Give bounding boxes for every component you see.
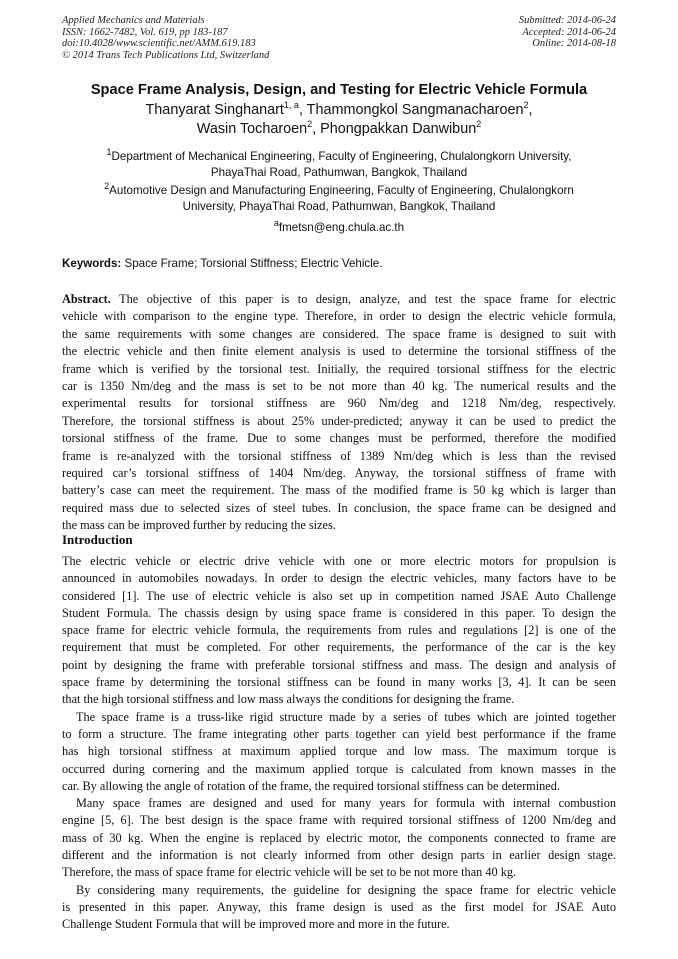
intro-line: space frame for electric vehicle formula, the requirements from rules and regulations [2] is one of the — [62, 623, 616, 638]
abstract-line: frame which is verified by the torsional test. Initially, the required torsional stiffness for the electric — [62, 361, 616, 376]
journal-name: Applied Mechanics and Materials — [62, 15, 205, 26]
introduction-body — [62, 553, 616, 934]
affiliation-text: Automotive Design and Manufacturing Engineering, Faculty of Engineering, Chulalongkorn — [109, 184, 574, 197]
author-superscript: 1, a — [283, 100, 299, 111]
intro-line: Student Formula. The chassis design by using space frame is considered in this paper. To design the — [62, 605, 616, 620]
copyright-line: © 2014 Trans Tech Publications Ltd, Switzerland — [62, 49, 270, 61]
intro-line: occurred during cornering and the maximum applied torque is calculated from known masses in the — [62, 761, 616, 776]
affiliation-text: University, PhayaThai Road, Pathumwan, Bangkok, Thailand — [182, 200, 496, 213]
author-superscript: 2 — [523, 100, 529, 111]
abstract-line: required car’s torsional stiffness of 1404 Nm/deg. Anyway, the torsional stiffness of frame with — [62, 466, 616, 481]
abstract-line: experimental results for torsional stiffness are 960 Nm/deg and 1218 Nm/deg, respectively. — [62, 396, 616, 411]
affiliation-marker: 1 — [106, 147, 112, 158]
intro-line: The space frame is a truss-like rigid structure made by a series of tubes which are jointed together — [76, 709, 616, 724]
intro-line: requirement that must be completed. For other requirements, the performance of the car is the key — [62, 640, 616, 655]
intro-line: Many space frames are designed and used for many years for formula with internal combustion — [76, 796, 616, 811]
abstract-line: Abstract. The objective of this paper is to design, analyze, and test the space frame for electric — [62, 292, 616, 306]
intro-line: space frame by determining the torsional stiffness can be found in many works [3, 4]. It can be seen — [62, 675, 616, 690]
author-name: Wasin Tocharoen — [196, 121, 308, 137]
author-line-1 — [40, 101, 638, 120]
abstract-line: frame is re-analyzed with the torsional stiffness of 1389 Nm/deg which is less than the revised — [62, 448, 616, 463]
intro-line: considered [1]. The use of electric vehicle is also set up in competition named JSAE Auto Challenge — [62, 588, 616, 603]
intro-line: different and the information is not clearly informed from other design parts in earlier design stage. — [62, 848, 616, 863]
author-name: , Phongpakkan Danwibun — [312, 121, 477, 137]
submitted-date: Submitted: 2014-06-24 — [518, 15, 616, 26]
abstract-label: Abstract. — [62, 292, 111, 306]
author-list — [40, 101, 638, 139]
intro-line: point by designing the frame with preferable torsional stiffness and mass. The design and analysis of — [62, 657, 616, 672]
email-address[interactable]: fmetsn@eng.chula.ac.th — [278, 221, 405, 234]
paper-title: Space Frame Analysis, Design, and Testing for Electric Vehicle Formula — [90, 82, 588, 98]
intro-line: to form a structure. The frame integrating other parts together can yield best performance if the frame — [62, 726, 616, 741]
author-superscript: 2 — [307, 119, 313, 130]
author-name: , Thammongkol Sangmanacharoen — [298, 102, 524, 118]
journal-info — [62, 15, 269, 61]
author-line-2 — [40, 120, 638, 139]
email-marker: a — [273, 218, 279, 229]
abstract-line: the electric vehicle and then finite element analysis is used to determine the torsional stiffness of the — [62, 344, 616, 359]
intro-line: that the high torsional stiffness and low mass always the conditions for designing the frame. — [62, 692, 515, 707]
intro-line: car. By allowing the angle of rotation of the frame, the required torsional stiffness can be determined. — [62, 778, 560, 793]
contact-email — [40, 220, 638, 236]
online-date: Online: 2014-08-18 — [532, 38, 616, 50]
affiliation-text: PhayaThai Road, Pathumwan, Bangkok, Thailand — [210, 166, 468, 179]
abstract-line: Therefore, the torsional stiffness is about 25% under-predicted; anyway it can be used to predict the — [62, 413, 616, 428]
abstract-line: required mass due to selected sizes of steel tubes. In conclusion, the space frame can be designed and — [62, 500, 616, 515]
intro-line: engine [5, 6]. The best design is the space frame with required torsional stiffness of 1200 Nm/deg and — [62, 813, 616, 828]
keywords-label: Keywords: — [62, 257, 122, 270]
abstract-line: the mass can be improved further by reducing the sizes. — [62, 518, 336, 533]
author-name: Thanyarat Singhanart — [145, 102, 284, 118]
intro-line: has high torsional stiffness at maximum applied torque and low mass. The maximum torque is — [62, 744, 616, 759]
intro-line: By considering many requirements, the guideline for designing the space frame for electric vehicle — [76, 882, 616, 897]
abstract — [62, 291, 616, 535]
intro-line: Therefore, the mass of space frame for electric vehicle will be set to be not more than 40 kg. — [62, 865, 517, 880]
publication-dates — [519, 15, 616, 50]
abstract-line: torsional stiffness of the frame. Due to some changes must be performed, therefore the modified — [62, 431, 616, 446]
intro-line: is presented in this paper. Anyway, this frame design is used as the first model for JSAE Auto — [62, 899, 616, 914]
doi-line[interactable]: doi:10.4028/www.scientific.net/AMM.619.183 — [62, 38, 256, 50]
affiliation-text: Department of Mechanical Engineering, Faculty of Engineering, Chulalongkorn University, — [111, 150, 572, 163]
issn-line: ISSN: 1662-7482, Vol. 619, pp 183-187 — [62, 26, 228, 38]
abstract-line: car is 1350 Nm/deg and the mass is set to be not more than 40 kg. The numerical results and the — [62, 379, 616, 394]
keywords-text: Space Frame; Torsional Stiffness; Electric Vehicle. — [121, 257, 383, 270]
abstract-line: vehicle with comparison to the engine type. Therefore, in order to design the electric vehicle formula, — [62, 309, 616, 324]
intro-line: announced in automobiles nowadays. In order to design the electric vehicles, many factors have to be — [62, 571, 616, 586]
affiliation-1 — [40, 149, 638, 181]
affiliation-2 — [40, 183, 638, 215]
keywords — [62, 256, 616, 271]
abstract-line: battery’s case can meet the requirement. The mass of the modified frame is 50 kg which is larger than — [62, 483, 616, 498]
accepted-date: Accepted: 2014-06-24 — [522, 26, 616, 38]
affiliation-marker: 2 — [104, 181, 110, 192]
abstract-line: the same requirements with some changes are considered. The space frame is designed to suit with — [62, 326, 616, 341]
section-heading-introduction: Introduction — [62, 532, 133, 547]
author-separator: , — [528, 102, 533, 118]
intro-line: mass of 30 kg. When the engine is replaced by electric motor, the components connected to frame are — [62, 830, 616, 845]
author-superscript: 2 — [476, 119, 482, 130]
intro-line: The electric vehicle or electric drive vehicle with one or more electric motors for propulsion is — [62, 554, 616, 568]
intro-line: Challenge Student Formula that will be improved more and more in the future. — [62, 917, 450, 932]
